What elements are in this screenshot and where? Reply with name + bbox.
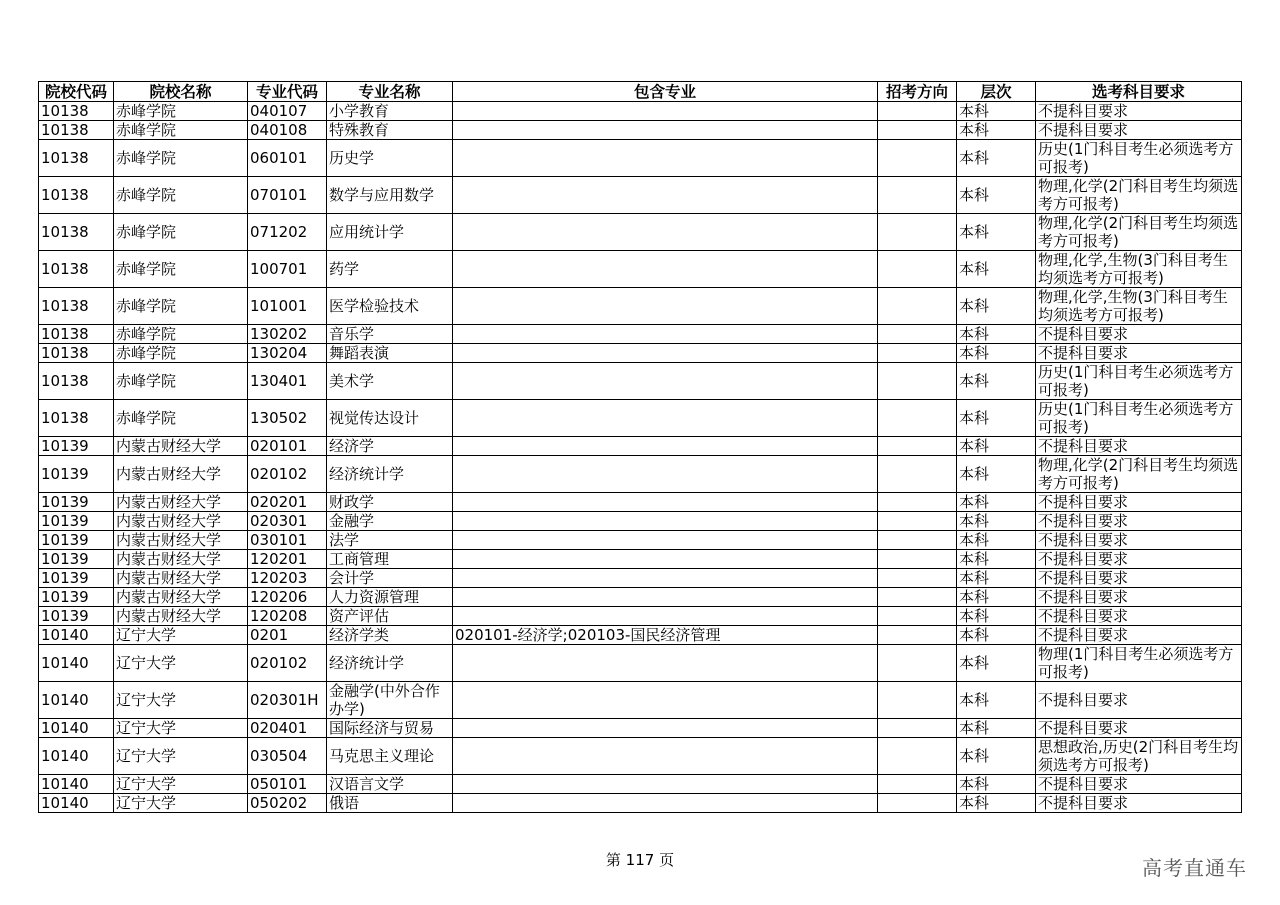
cell-major-name: 金融学 bbox=[327, 512, 453, 531]
cell-major-name: 医学检验技术 bbox=[327, 288, 453, 325]
table-row bbox=[39, 588, 1242, 607]
cell-major-name: 视觉传达设计 bbox=[327, 400, 453, 437]
cell-level: 本科 bbox=[957, 550, 1036, 569]
cell-subject-requirement: 不提科目要求 bbox=[1036, 325, 1242, 344]
cell-direction bbox=[878, 344, 957, 363]
cell-direction bbox=[878, 121, 957, 140]
cell-school-name: 内蒙古财经大学 bbox=[114, 493, 248, 512]
cell-direction bbox=[878, 569, 957, 588]
cell-subject-requirement: 不提科目要求 bbox=[1036, 344, 1242, 363]
header-school-name: 院校名称 bbox=[114, 82, 248, 102]
cell-major-code: 0201 bbox=[248, 626, 327, 645]
table-row bbox=[39, 344, 1242, 363]
header-subject-requirement: 选考科目要求 bbox=[1036, 82, 1242, 102]
cell-school-name: 内蒙古财经大学 bbox=[114, 588, 248, 607]
cell-level: 本科 bbox=[957, 512, 1036, 531]
cell-major-code: 020101 bbox=[248, 437, 327, 456]
cell-level: 本科 bbox=[957, 645, 1036, 682]
table-row bbox=[39, 437, 1242, 456]
cell-level: 本科 bbox=[957, 775, 1036, 794]
table-row bbox=[39, 512, 1242, 531]
cell-school-name: 赤峰学院 bbox=[114, 363, 248, 400]
cell-subject-requirement: 不提科目要求 bbox=[1036, 607, 1242, 626]
cell-direction bbox=[878, 437, 957, 456]
cell-school-name: 内蒙古财经大学 bbox=[114, 456, 248, 493]
cell-direction bbox=[878, 363, 957, 400]
table-row bbox=[39, 775, 1242, 794]
cell-major-name: 经济学 bbox=[327, 437, 453, 456]
cell-major-name: 经济统计学 bbox=[327, 456, 453, 493]
table-row bbox=[39, 102, 1242, 121]
cell-direction bbox=[878, 645, 957, 682]
cell-subject-requirement: 不提科目要求 bbox=[1036, 588, 1242, 607]
cell-major-name: 工商管理 bbox=[327, 550, 453, 569]
cell-direction bbox=[878, 102, 957, 121]
cell-direction bbox=[878, 607, 957, 626]
cell-direction bbox=[878, 682, 957, 719]
cell-subject-requirement: 物理,化学(2门科目考生均须选考方可报考) bbox=[1036, 177, 1242, 214]
cell-direction bbox=[878, 531, 957, 550]
cell-major-code: 130401 bbox=[248, 363, 327, 400]
cell-major-code: 020201 bbox=[248, 493, 327, 512]
header-row bbox=[39, 82, 1242, 102]
cell-school-code: 10140 bbox=[39, 719, 114, 738]
cell-school-code: 10138 bbox=[39, 344, 114, 363]
cell-school-name: 辽宁大学 bbox=[114, 626, 248, 645]
cell-included-majors bbox=[453, 512, 878, 531]
cell-major-name: 数学与应用数学 bbox=[327, 177, 453, 214]
table-row bbox=[39, 607, 1242, 626]
cell-included-majors: 020101-经济学;020103-国民经济管理 bbox=[453, 626, 878, 645]
cell-level: 本科 bbox=[957, 214, 1036, 251]
table-row bbox=[39, 400, 1242, 437]
cell-level: 本科 bbox=[957, 719, 1036, 738]
cell-school-name: 辽宁大学 bbox=[114, 794, 248, 813]
cell-included-majors bbox=[453, 437, 878, 456]
cell-level: 本科 bbox=[957, 588, 1036, 607]
cell-level: 本科 bbox=[957, 400, 1036, 437]
cell-included-majors bbox=[453, 645, 878, 682]
cell-direction bbox=[878, 626, 957, 645]
header-direction: 招考方向 bbox=[878, 82, 957, 102]
cell-level: 本科 bbox=[957, 121, 1036, 140]
cell-included-majors bbox=[453, 550, 878, 569]
header-level: 层次 bbox=[957, 82, 1036, 102]
cell-included-majors bbox=[453, 682, 878, 719]
cell-school-name: 内蒙古财经大学 bbox=[114, 569, 248, 588]
cell-major-code: 030504 bbox=[248, 738, 327, 775]
cell-included-majors bbox=[453, 775, 878, 794]
cell-level: 本科 bbox=[957, 626, 1036, 645]
cell-direction bbox=[878, 493, 957, 512]
cell-school-code: 10139 bbox=[39, 550, 114, 569]
page-number: 第 117 页 bbox=[605, 851, 675, 869]
cell-major-code: 050202 bbox=[248, 794, 327, 813]
cell-included-majors bbox=[453, 531, 878, 550]
cell-included-majors bbox=[453, 214, 878, 251]
cell-major-name: 金融学(中外合作办学) bbox=[327, 682, 453, 719]
table-row bbox=[39, 626, 1242, 645]
cell-major-code: 100701 bbox=[248, 251, 327, 288]
cell-subject-requirement: 物理,化学(2门科目考生均须选考方可报考) bbox=[1036, 214, 1242, 251]
cell-major-code: 020102 bbox=[248, 645, 327, 682]
cell-major-code: 020301H bbox=[248, 682, 327, 719]
cell-subject-requirement: 不提科目要求 bbox=[1036, 550, 1242, 569]
cell-level: 本科 bbox=[957, 140, 1036, 177]
cell-school-name: 内蒙古财经大学 bbox=[114, 437, 248, 456]
cell-direction bbox=[878, 214, 957, 251]
cell-school-code: 10139 bbox=[39, 512, 114, 531]
cell-major-name: 国际经济与贸易 bbox=[327, 719, 453, 738]
cell-major-name: 小学教育 bbox=[327, 102, 453, 121]
cell-included-majors bbox=[453, 588, 878, 607]
cell-school-name: 赤峰学院 bbox=[114, 400, 248, 437]
cell-major-name: 舞蹈表演 bbox=[327, 344, 453, 363]
cell-subject-requirement: 物理(1门科目考生必须选考方可报考) bbox=[1036, 645, 1242, 682]
cell-level: 本科 bbox=[957, 288, 1036, 325]
cell-school-name: 赤峰学院 bbox=[114, 251, 248, 288]
cell-subject-requirement: 不提科目要求 bbox=[1036, 102, 1242, 121]
cell-school-name: 赤峰学院 bbox=[114, 325, 248, 344]
cell-subject-requirement: 物理,化学(2门科目考生均须选考方可报考) bbox=[1036, 456, 1242, 493]
cell-major-name: 美术学 bbox=[327, 363, 453, 400]
cell-major-code: 071202 bbox=[248, 214, 327, 251]
table-row bbox=[39, 325, 1242, 344]
header-included-majors: 包含专业 bbox=[453, 82, 878, 102]
table-row bbox=[39, 550, 1242, 569]
table-row bbox=[39, 363, 1242, 400]
cell-school-name: 内蒙古财经大学 bbox=[114, 607, 248, 626]
cell-major-code: 060101 bbox=[248, 140, 327, 177]
cell-major-code: 120208 bbox=[248, 607, 327, 626]
cell-major-code: 120201 bbox=[248, 550, 327, 569]
cell-major-code: 020401 bbox=[248, 719, 327, 738]
table-body bbox=[39, 102, 1242, 813]
cell-school-name: 赤峰学院 bbox=[114, 344, 248, 363]
cell-subject-requirement: 不提科目要求 bbox=[1036, 531, 1242, 550]
cell-major-name: 资产评估 bbox=[327, 607, 453, 626]
cell-subject-requirement: 不提科目要求 bbox=[1036, 512, 1242, 531]
table-row bbox=[39, 569, 1242, 588]
cell-school-code: 10139 bbox=[39, 569, 114, 588]
cell-level: 本科 bbox=[957, 794, 1036, 813]
cell-level: 本科 bbox=[957, 251, 1036, 288]
cell-school-code: 10139 bbox=[39, 456, 114, 493]
table-row bbox=[39, 645, 1242, 682]
cell-major-name: 俄语 bbox=[327, 794, 453, 813]
cell-level: 本科 bbox=[957, 437, 1036, 456]
cell-subject-requirement: 物理,化学,生物(3门科目考生均须选考方可报考) bbox=[1036, 251, 1242, 288]
cell-school-code: 10139 bbox=[39, 607, 114, 626]
cell-direction bbox=[878, 512, 957, 531]
cell-subject-requirement: 历史(1门科目考生必须选考方可报考) bbox=[1036, 400, 1242, 437]
cell-school-code: 10138 bbox=[39, 214, 114, 251]
cell-school-code: 10138 bbox=[39, 363, 114, 400]
cell-direction bbox=[878, 177, 957, 214]
cell-level: 本科 bbox=[957, 531, 1036, 550]
cell-subject-requirement: 不提科目要求 bbox=[1036, 682, 1242, 719]
cell-major-name: 特殊教育 bbox=[327, 121, 453, 140]
cell-major-name: 经济学类 bbox=[327, 626, 453, 645]
cell-direction bbox=[878, 251, 957, 288]
table-row bbox=[39, 214, 1242, 251]
cell-major-name: 财政学 bbox=[327, 493, 453, 512]
cell-level: 本科 bbox=[957, 493, 1036, 512]
cell-included-majors bbox=[453, 400, 878, 437]
cell-included-majors bbox=[453, 738, 878, 775]
cell-subject-requirement: 思想政治,历史(2门科目考生均须选考方可报考) bbox=[1036, 738, 1242, 775]
cell-major-name: 应用统计学 bbox=[327, 214, 453, 251]
cell-school-code: 10138 bbox=[39, 400, 114, 437]
cell-direction bbox=[878, 794, 957, 813]
cell-direction bbox=[878, 140, 957, 177]
table-row bbox=[39, 719, 1242, 738]
cell-major-name: 音乐学 bbox=[327, 325, 453, 344]
cell-school-code: 10138 bbox=[39, 288, 114, 325]
cell-school-name: 赤峰学院 bbox=[114, 140, 248, 177]
cell-subject-requirement: 不提科目要求 bbox=[1036, 775, 1242, 794]
table-row bbox=[39, 531, 1242, 550]
cell-school-code: 10138 bbox=[39, 177, 114, 214]
header-major-name: 专业名称 bbox=[327, 82, 453, 102]
cell-direction bbox=[878, 288, 957, 325]
cell-included-majors bbox=[453, 719, 878, 738]
cell-major-code: 040108 bbox=[248, 121, 327, 140]
table-header bbox=[39, 82, 1242, 102]
cell-included-majors bbox=[453, 456, 878, 493]
cell-school-code: 10138 bbox=[39, 325, 114, 344]
cell-subject-requirement: 物理,化学,生物(3门科目考生均须选考方可报考) bbox=[1036, 288, 1242, 325]
cell-subject-requirement: 不提科目要求 bbox=[1036, 719, 1242, 738]
cell-school-name: 辽宁大学 bbox=[114, 682, 248, 719]
cell-school-code: 10138 bbox=[39, 121, 114, 140]
cell-direction bbox=[878, 719, 957, 738]
cell-included-majors bbox=[453, 325, 878, 344]
cell-school-name: 辽宁大学 bbox=[114, 645, 248, 682]
cell-direction bbox=[878, 588, 957, 607]
cell-included-majors bbox=[453, 794, 878, 813]
table-row bbox=[39, 121, 1242, 140]
table-row bbox=[39, 456, 1242, 493]
cell-school-code: 10139 bbox=[39, 437, 114, 456]
table-row bbox=[39, 738, 1242, 775]
cell-school-code: 10140 bbox=[39, 775, 114, 794]
cell-level: 本科 bbox=[957, 363, 1036, 400]
cell-level: 本科 bbox=[957, 456, 1036, 493]
cell-major-code: 030101 bbox=[248, 531, 327, 550]
cell-included-majors bbox=[453, 177, 878, 214]
cell-direction bbox=[878, 550, 957, 569]
cell-school-name: 赤峰学院 bbox=[114, 214, 248, 251]
cell-subject-requirement: 不提科目要求 bbox=[1036, 493, 1242, 512]
cell-school-name: 内蒙古财经大学 bbox=[114, 512, 248, 531]
cell-major-name: 法学 bbox=[327, 531, 453, 550]
cell-school-name: 内蒙古财经大学 bbox=[114, 550, 248, 569]
cell-direction bbox=[878, 456, 957, 493]
cell-major-code: 101001 bbox=[248, 288, 327, 325]
cell-included-majors bbox=[453, 363, 878, 400]
cell-subject-requirement: 历史(1门科目考生必须选考方可报考) bbox=[1036, 363, 1242, 400]
cell-major-name: 汉语言文学 bbox=[327, 775, 453, 794]
cell-major-code: 070101 bbox=[248, 177, 327, 214]
cell-subject-requirement: 历史(1门科目考生必须选考方可报考) bbox=[1036, 140, 1242, 177]
cell-school-code: 10138 bbox=[39, 140, 114, 177]
cell-included-majors bbox=[453, 251, 878, 288]
cell-subject-requirement: 不提科目要求 bbox=[1036, 437, 1242, 456]
header-school-code: 院校代码 bbox=[39, 82, 114, 102]
cell-major-code: 120206 bbox=[248, 588, 327, 607]
cell-major-name: 人力资源管理 bbox=[327, 588, 453, 607]
cell-school-name: 内蒙古财经大学 bbox=[114, 531, 248, 550]
cell-major-name: 会计学 bbox=[327, 569, 453, 588]
cell-level: 本科 bbox=[957, 682, 1036, 719]
cell-school-code: 10140 bbox=[39, 794, 114, 813]
cell-level: 本科 bbox=[957, 607, 1036, 626]
cell-level: 本科 bbox=[957, 569, 1036, 588]
table-row bbox=[39, 288, 1242, 325]
cell-major-name: 历史学 bbox=[327, 140, 453, 177]
cell-school-name: 赤峰学院 bbox=[114, 102, 248, 121]
cell-school-code: 10138 bbox=[39, 102, 114, 121]
cell-direction bbox=[878, 738, 957, 775]
table-row bbox=[39, 682, 1242, 719]
cell-major-code: 020102 bbox=[248, 456, 327, 493]
cell-subject-requirement: 不提科目要求 bbox=[1036, 626, 1242, 645]
table-row bbox=[39, 493, 1242, 512]
cell-major-name: 药学 bbox=[327, 251, 453, 288]
table-row bbox=[39, 794, 1242, 813]
cell-school-name: 赤峰学院 bbox=[114, 288, 248, 325]
cell-subject-requirement: 不提科目要求 bbox=[1036, 121, 1242, 140]
cell-school-name: 辽宁大学 bbox=[114, 738, 248, 775]
cell-school-code: 10139 bbox=[39, 493, 114, 512]
cell-school-code: 10138 bbox=[39, 251, 114, 288]
cell-included-majors bbox=[453, 344, 878, 363]
cell-subject-requirement: 不提科目要求 bbox=[1036, 794, 1242, 813]
cell-level: 本科 bbox=[957, 344, 1036, 363]
cell-major-code: 130202 bbox=[248, 325, 327, 344]
cell-major-name: 马克思主义理论 bbox=[327, 738, 453, 775]
cell-major-code: 020301 bbox=[248, 512, 327, 531]
cell-major-name: 经济统计学 bbox=[327, 645, 453, 682]
cell-level: 本科 bbox=[957, 102, 1036, 121]
cell-major-code: 120203 bbox=[248, 569, 327, 588]
watermark-text: 高考直通车 bbox=[1142, 856, 1247, 880]
cell-direction bbox=[878, 400, 957, 437]
cell-school-name: 辽宁大学 bbox=[114, 775, 248, 794]
cell-school-name: 赤峰学院 bbox=[114, 121, 248, 140]
cell-major-code: 040107 bbox=[248, 102, 327, 121]
cell-included-majors bbox=[453, 102, 878, 121]
cell-included-majors bbox=[453, 569, 878, 588]
table-row bbox=[39, 140, 1242, 177]
table-row bbox=[39, 177, 1242, 214]
cell-school-code: 10139 bbox=[39, 588, 114, 607]
cell-school-name: 赤峰学院 bbox=[114, 177, 248, 214]
cell-direction bbox=[878, 325, 957, 344]
cell-included-majors bbox=[453, 140, 878, 177]
cell-school-code: 10140 bbox=[39, 645, 114, 682]
cell-level: 本科 bbox=[957, 325, 1036, 344]
cell-included-majors bbox=[453, 121, 878, 140]
cell-major-code: 050101 bbox=[248, 775, 327, 794]
cell-major-code: 130502 bbox=[248, 400, 327, 437]
cell-included-majors bbox=[453, 288, 878, 325]
cell-school-code: 10139 bbox=[39, 531, 114, 550]
cell-level: 本科 bbox=[957, 177, 1036, 214]
cell-school-code: 10140 bbox=[39, 738, 114, 775]
cell-school-name: 辽宁大学 bbox=[114, 719, 248, 738]
admission-requirements-table bbox=[38, 81, 1242, 813]
cell-major-code: 130204 bbox=[248, 344, 327, 363]
cell-direction bbox=[878, 775, 957, 794]
cell-level: 本科 bbox=[957, 738, 1036, 775]
cell-included-majors bbox=[453, 493, 878, 512]
cell-subject-requirement: 不提科目要求 bbox=[1036, 569, 1242, 588]
cell-school-code: 10140 bbox=[39, 682, 114, 719]
cell-included-majors bbox=[453, 607, 878, 626]
header-major-code: 专业代码 bbox=[248, 82, 327, 102]
cell-school-code: 10140 bbox=[39, 626, 114, 645]
table-row bbox=[39, 251, 1242, 288]
